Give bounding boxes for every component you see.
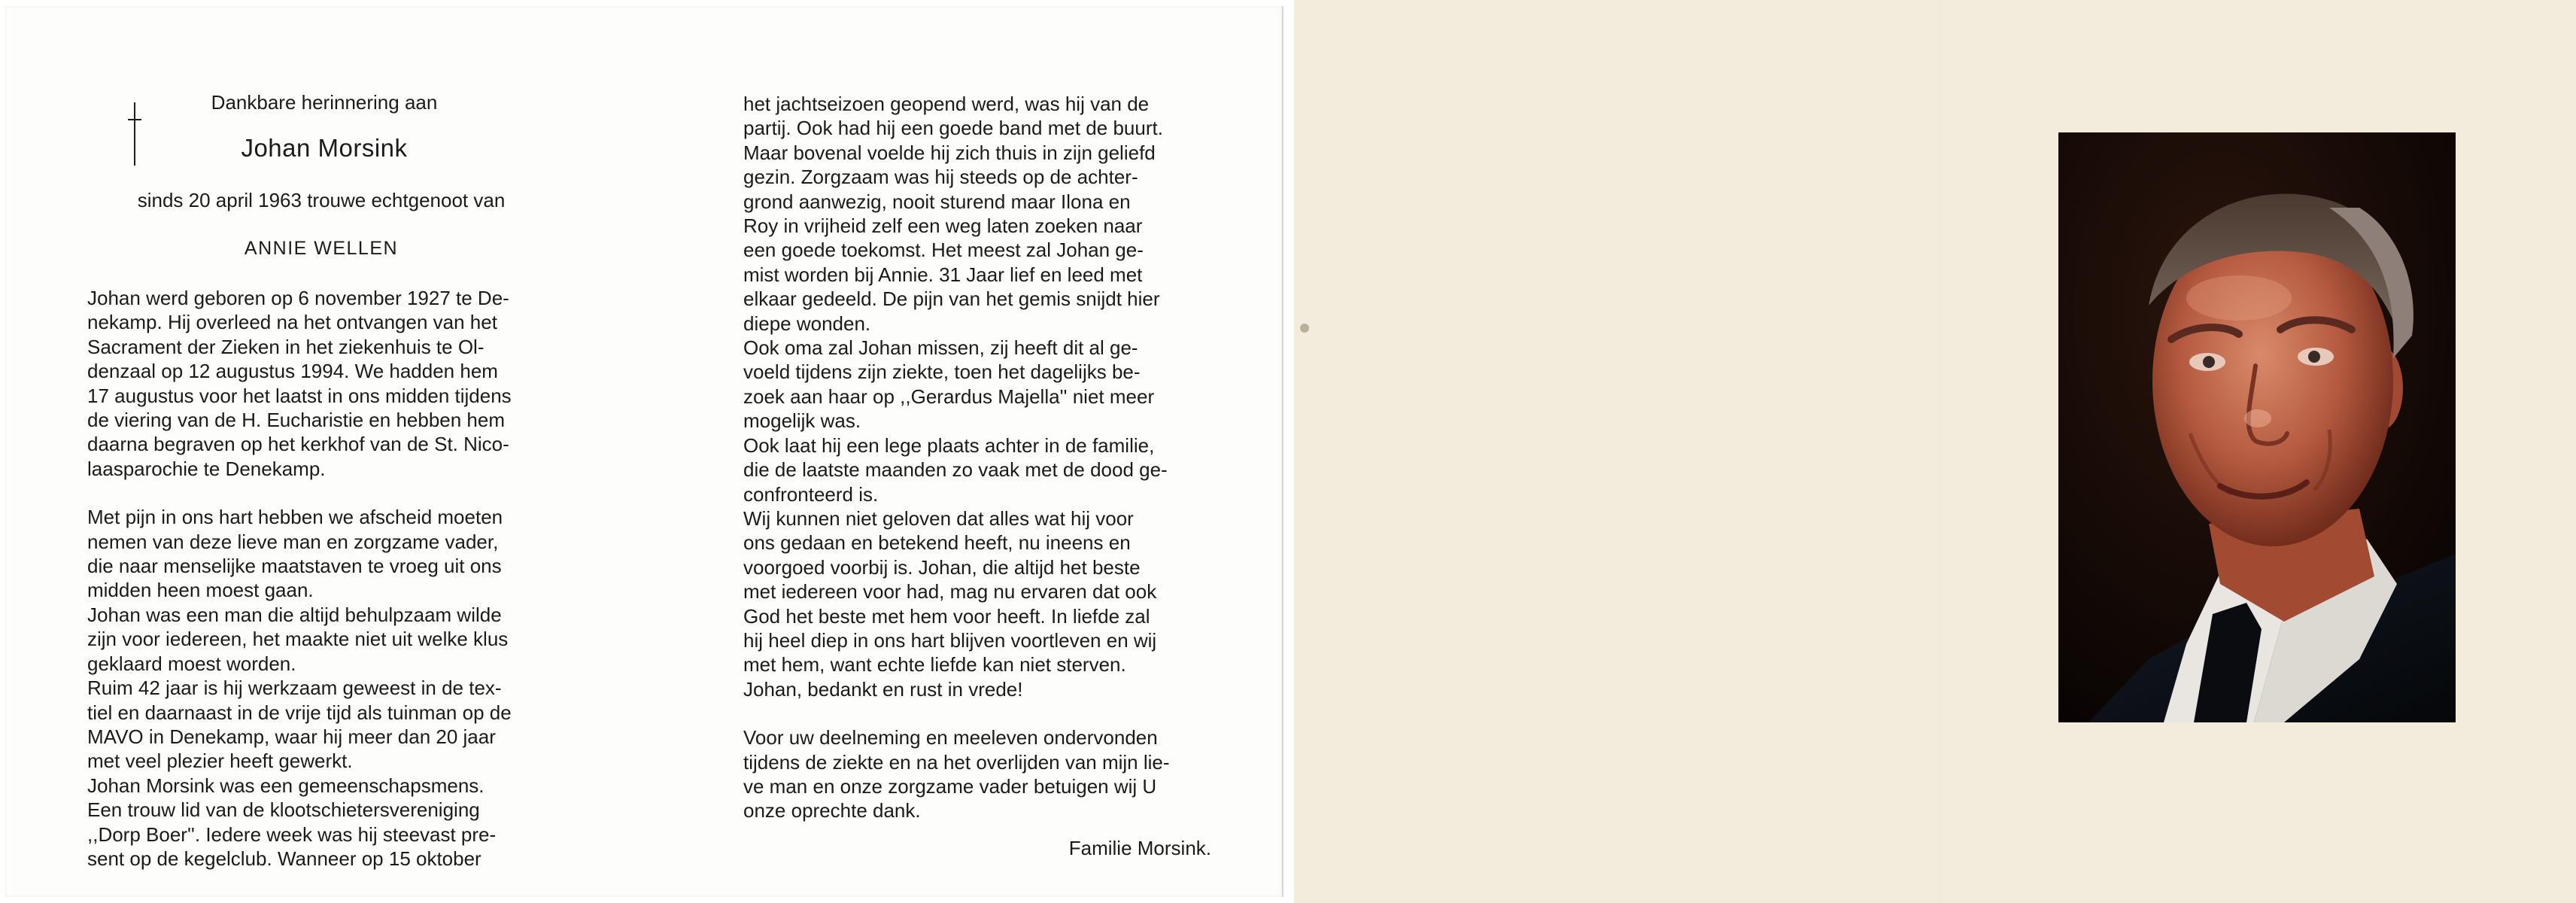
right-text-column [743, 92, 1211, 823]
left-text-column [87, 286, 555, 871]
card-inside-page [5, 6, 1283, 897]
paper-speck [1300, 324, 1309, 333]
portrait-photo [2058, 132, 2456, 722]
tribute-paragraph: Met pijn in ons hart hebben we afscheid moeten nemen van deze lieve man en zorgzame vader, die naar menselijke maatstaven te vroeg uit ons midden heen moest gaan. Johan was een man die altijd behulpzaam wilde zijn voor iedereen, het maakte niet uit welke klus geklaard moest worden. Ruim 42 jaar is hij werkzaam geweest in de tex- tiel en daarnaast in de vrije tijd als tuinman op de MAVO in Denekamp, waar hij meer dan 20 jaar met veel plezier heeft gewerkt. Johan Morsink was een gemeenschapsmens. Een trouw lid van de klootschietersvereniging ,,Dorp Boer''. Iedere week was hij steevast pre- sent op de kegelclub. Wanneer op 15 oktober [87, 506, 512, 870]
portrait-illustration [2058, 132, 2456, 722]
biography-paragraph: Johan werd geboren op 6 november 1927 te De- nekamp. Hij overleed na het ontvangen van het Sacrament der Zieken in het ziekenhuis te Ol- denzaal op 12 augustus 1994. We hadden hem 17 augustus voor het laatst in ons midden tijdens de viering van de H. Eucharistie en hebben hem daarna begraven op het kerkhof van de St. Nico- laasparochie te Denekamp. [87, 287, 512, 480]
signature: Familie Morsink. [1068, 837, 1211, 859]
continuation-paragraph: het jachtseizoen geopend werd, was hij van de partij. Ook had hij een goede band met de buurt. Maar bovenal voelde hij zich thuis in zijn geliefd gezin. Zorgzaam was hij steeds op de achter- grond aanwezig, nooit sturend maar Ilona en Roy in vrijheid zelf een weg laten zoeken naar een goede toekomst. Het meest zal Johan ge- mist worden bij Annie. 31 Jaar lief en leed met elkaar gedeeld. De pijn van het gemis snijdt hier diepe wonden. Ook oma zal Johan missen, zij heeft dit al ge- voeld tijdens zijn ziekte, toen het dagelijks be- zoek aan haar op ,,Gerardus Majella'' niet meer mogelijk was. Ook laat hij een lege plaats achter in de familie, die de laatste maanden zo vaak met de dood ge- confronteerd is. Wij kunnen niet geloven dat alles wat hij voor ons gedaan en betekend heeft, nu ineens en voorgoed voorbij is. Johan, die altijd het beste met iedereen voor had, mag nu ervaren dat ook God het beste met hem voor heeft. In liefde zal hij heel diep in ons hart blijven voortleven en wij met hem, want echte liefde kan niet sterven. Johan, bedankt en rust in vrede! [743, 93, 1168, 701]
fold-line [1939, 0, 1941, 903]
thanks-paragraph: Voor uw deelneming en meeleven ondervonden tijdens de ziekte en na het overlijden van mijn lie- ve man en onze zorgzame vader betuigen wij U onze oprechte dank. [743, 726, 1170, 822]
deceased-name: Johan Morsink [241, 134, 408, 162]
intro-text: Dankbare herinnering aan [211, 91, 438, 114]
card-outside-page [1294, 0, 2576, 903]
spouse-name: ANNIE WELLEN [244, 238, 399, 259]
marriage-line: sinds 20 april 1963 trouwe echtgenoot van [137, 189, 506, 211]
